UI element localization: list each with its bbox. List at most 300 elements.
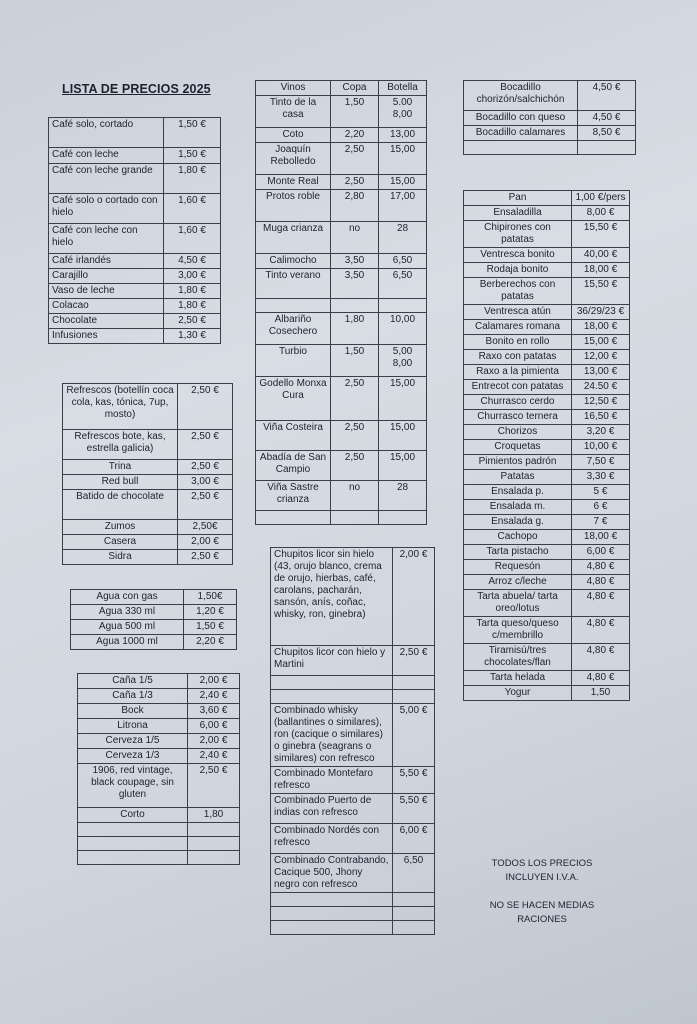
vinos-row	[256, 451, 427, 481]
vinos-copa: 1,50	[331, 96, 379, 128]
vinos-row	[256, 190, 427, 222]
cervezas-row	[78, 764, 240, 808]
refrescos-item-price: 2,50 €	[178, 550, 233, 565]
comidas-item-name: Ensalada m.	[464, 500, 572, 515]
comidas-item-price: 18,00 €	[572, 263, 630, 278]
vinos-botella: 10,00	[379, 313, 427, 345]
comidas-item-name: Bonito en rollo	[464, 335, 572, 350]
empty-cell	[78, 837, 188, 851]
refrescos-row	[63, 460, 233, 475]
licores-item-price: 6,50	[393, 854, 435, 893]
comidas-row	[464, 380, 630, 395]
vinos-name: Abadía de San Campio	[256, 451, 331, 481]
refrescos-row	[63, 384, 233, 430]
cafes-table	[48, 117, 221, 344]
vinos-empty-row	[256, 511, 427, 525]
vinos-copa: 2,80	[331, 190, 379, 222]
aguas-item-name: Agua 1000 ml	[71, 635, 184, 650]
empty-cell	[78, 851, 188, 865]
refrescos-row	[63, 490, 233, 520]
vinos-header-row	[256, 81, 427, 96]
comidas-item-price: 4,80 €	[572, 644, 630, 671]
comidas-item-price: 8,00 €	[572, 206, 630, 221]
comidas-item-price: 36/29/23 €	[572, 305, 630, 320]
vinos-row	[256, 345, 427, 377]
licores-row	[271, 854, 435, 893]
cervezas-item-price: 6,00 €	[188, 719, 240, 734]
refrescos-table	[62, 383, 233, 565]
comidas-item-price: 10,00 €	[572, 440, 630, 455]
cervezas-item-name: Caña 1/5	[78, 674, 188, 689]
comidas-row	[464, 644, 630, 671]
vinos-botella: 17,00	[379, 190, 427, 222]
refrescos-item-name: Casera	[63, 535, 178, 550]
vinos-botella: 13,00	[379, 128, 427, 143]
cafes-item-price: 4,50 €	[164, 254, 221, 269]
licores-item-name: Combinado Nordés con refresco	[271, 824, 393, 854]
aguas-row	[71, 605, 237, 620]
vinos-copa: 1,50	[331, 345, 379, 377]
cafes-row	[49, 314, 221, 329]
comidas-row	[464, 530, 630, 545]
vinos-header-copa: Copa	[331, 81, 379, 96]
comidas-row	[464, 425, 630, 440]
cafes-item-name: Café solo o cortado con hielo	[49, 194, 164, 224]
cafes-item-name: Vaso de leche	[49, 284, 164, 299]
licores-empty-row	[271, 921, 435, 935]
empty-cell	[256, 299, 331, 313]
empty-cell	[393, 921, 435, 935]
comidas-item-name: Tarta helada	[464, 671, 572, 686]
comidas-item-price: 16,50 €	[572, 410, 630, 425]
licores-table	[270, 547, 435, 935]
refrescos-row	[63, 520, 233, 535]
comidas-item-name: Yogur	[464, 686, 572, 701]
comidas-item-name: Entrecot con patatas	[464, 380, 572, 395]
licores-empty-row	[271, 893, 435, 907]
vinos-copa: no	[331, 481, 379, 511]
vinos-row	[256, 143, 427, 175]
vinos-row	[256, 96, 427, 128]
comidas-item-price: 12,00 €	[572, 350, 630, 365]
refrescos-item-price: 2,50 €	[178, 490, 233, 520]
licores-empty-row	[271, 690, 435, 704]
bocadillos-item-price: 4,50 €	[578, 111, 636, 126]
cervezas-row	[78, 689, 240, 704]
vinos-botella: 15,00	[379, 377, 427, 421]
vinos-row	[256, 128, 427, 143]
cafes-item-price: 1,30 €	[164, 329, 221, 344]
vinos-copa: 2,50	[331, 377, 379, 421]
refrescos-item-name: Zumos	[63, 520, 178, 535]
licores-row	[271, 794, 435, 824]
cafes-item-price: 1,50 €	[164, 148, 221, 164]
comidas-row	[464, 221, 630, 248]
vinos-name: Tinto de la casa	[256, 96, 331, 128]
comidas-item-name: Ensaladilla	[464, 206, 572, 221]
cafes-row	[49, 118, 221, 148]
vinos-copa: 2,50	[331, 421, 379, 451]
vinos-name: Protos roble	[256, 190, 331, 222]
comidas-row	[464, 545, 630, 560]
comidas-item-name: Chipirones con patatas	[464, 221, 572, 248]
refrescos-row	[63, 550, 233, 565]
comidas-item-price: 40,00 €	[572, 248, 630, 263]
comidas-row	[464, 320, 630, 335]
licores-item-name: Combinado Puerto de indias con refresco	[271, 794, 393, 824]
refrescos-item-name: Trina	[63, 460, 178, 475]
cafes-item-price: 1,80 €	[164, 284, 221, 299]
vinos-name: Calimocho	[256, 254, 331, 269]
cafes-row	[49, 299, 221, 314]
comidas-item-name: Raxo a la pimienta	[464, 365, 572, 380]
page-title: LISTA DE PRECIOS 2025	[62, 82, 211, 96]
comidas-item-name: Tarta queso/queso c/membrillo	[464, 617, 572, 644]
licores-item-price: 2,00 €	[393, 548, 435, 646]
comidas-item-price: 18,00 €	[572, 530, 630, 545]
cafes-item-name: Colacao	[49, 299, 164, 314]
comidas-row	[464, 335, 630, 350]
vinos-copa: 1,80	[331, 313, 379, 345]
cafes-item-name: Café irlandés	[49, 254, 164, 269]
cervezas-item-name: Corto	[78, 808, 188, 823]
comidas-row	[464, 410, 630, 425]
cervezas-empty-row	[78, 837, 240, 851]
licores-item-price: 5,50 €	[393, 794, 435, 824]
comidas-row	[464, 263, 630, 278]
comidas-item-name: Tarta abuela/ tarta oreo/lotus	[464, 590, 572, 617]
comidas-row	[464, 248, 630, 263]
licores-item-name: Combinado whisky (ballantines o similares), ron (cacique o similares) o ginebra (seagrans o similares) con refresco	[271, 704, 393, 767]
vinos-name: Turbio	[256, 345, 331, 377]
cafes-item-name: Café solo, cortado	[49, 118, 164, 148]
vinos-row	[256, 377, 427, 421]
comidas-item-name: Ensalada p.	[464, 485, 572, 500]
comidas-item-price: 7 €	[572, 515, 630, 530]
comidas-item-name: Calamares romana	[464, 320, 572, 335]
vinos-copa: no	[331, 222, 379, 254]
comidas-row	[464, 560, 630, 575]
comidas-item-price: 4,80 €	[572, 575, 630, 590]
comidas-item-name: Raxo con patatas	[464, 350, 572, 365]
vinos-copa: 2,20	[331, 128, 379, 143]
bocadillos-row	[464, 81, 636, 111]
comidas-row	[464, 350, 630, 365]
vinos-botella: 5.00 8,00	[379, 96, 427, 128]
cafes-item-price: 1,80 €	[164, 164, 221, 194]
cafes-item-price: 2,50 €	[164, 314, 221, 329]
comidas-item-name: Croquetas	[464, 440, 572, 455]
empty-cell	[331, 511, 379, 525]
comidas-row	[464, 575, 630, 590]
cafes-item-name: Café con leche con hielo	[49, 224, 164, 254]
cafes-row	[49, 194, 221, 224]
refrescos-item-name: Batido de chocolate	[63, 490, 178, 520]
vinos-botella: 6,50	[379, 254, 427, 269]
comidas-item-price: 18,00 €	[572, 320, 630, 335]
comidas-item-name: Pimientos padrón	[464, 455, 572, 470]
comidas-item-name: Ensalada g.	[464, 515, 572, 530]
comidas-row	[464, 515, 630, 530]
empty-cell	[393, 893, 435, 907]
vinos-row	[256, 175, 427, 190]
comidas-item-name: Cachopo	[464, 530, 572, 545]
comidas-row	[464, 278, 630, 305]
vinos-row	[256, 254, 427, 269]
licores-item-name: Chupitos licor sin hielo (43, orujo blanco, crema de orujo, hierbas, café, carolans, pacharán, sansón, anís, coñac, whisky, ron, ginebra)	[271, 548, 393, 646]
comidas-item-price: 4,80 €	[572, 560, 630, 575]
empty-cell	[271, 907, 393, 921]
cafes-item-name: Chocolate	[49, 314, 164, 329]
refrescos-item-price: 2,50 €	[178, 430, 233, 460]
refrescos-item-price: 2,50 €	[178, 460, 233, 475]
licores-item-name: Chupitos licor con hielo y Martini	[271, 646, 393, 676]
comidas-item-name: Pan	[464, 191, 572, 206]
bocadillos-item-price: 8,50 €	[578, 126, 636, 141]
vinos-name: Godello Monxa Cura	[256, 377, 331, 421]
vinos-name: Viña Costeira	[256, 421, 331, 451]
empty-cell	[393, 690, 435, 704]
comidas-item-name: Arroz c/leche	[464, 575, 572, 590]
cafes-item-price: 1,60 €	[164, 224, 221, 254]
cervezas-row	[78, 734, 240, 749]
cafes-item-price: 3,00 €	[164, 269, 221, 284]
empty-cell	[331, 299, 379, 313]
cervezas-empty-row	[78, 851, 240, 865]
comidas-item-price: 24.50 €	[572, 380, 630, 395]
vinos-copa: 2,50	[331, 175, 379, 190]
bocadillos-row	[464, 111, 636, 126]
cafes-row	[49, 284, 221, 299]
vinos-name: Joaquín Rebolledo	[256, 143, 331, 175]
licores-empty-row	[271, 676, 435, 690]
refrescos-row	[63, 535, 233, 550]
empty-cell	[78, 823, 188, 837]
empty-cell	[464, 141, 578, 155]
refrescos-item-price: 2,00 €	[178, 535, 233, 550]
comidas-item-price: 3,20 €	[572, 425, 630, 440]
empty-cell	[188, 823, 240, 837]
vinos-botella: 15,00	[379, 143, 427, 175]
comidas-row	[464, 305, 630, 320]
comidas-item-price: 15,00 €	[572, 335, 630, 350]
cafes-item-name: Carajillo	[49, 269, 164, 284]
cervezas-item-price: 2,50 €	[188, 764, 240, 808]
comidas-item-name: Ventresca atún	[464, 305, 572, 320]
comidas-row	[464, 500, 630, 515]
vinos-name: Monte Real	[256, 175, 331, 190]
comidas-row	[464, 191, 630, 206]
aguas-item-price: 1,50 €	[184, 620, 237, 635]
vinos-copa: 2,50	[331, 143, 379, 175]
comidas-item-price: 12,50 €	[572, 395, 630, 410]
medias-note: NO SE HACEN MEDIAS RACIONES	[489, 900, 595, 925]
comidas-item-name: Tiramisú/tres chocolates/flan	[464, 644, 572, 671]
cervezas-item-name: Cerveza 1/5	[78, 734, 188, 749]
aguas-item-name: Agua 500 ml	[71, 620, 184, 635]
comidas-row	[464, 206, 630, 221]
empty-cell	[188, 851, 240, 865]
empty-cell	[271, 676, 393, 690]
comidas-row	[464, 440, 630, 455]
cafes-item-name: Café con leche grande	[49, 164, 164, 194]
comidas-item-price: 4,80 €	[572, 671, 630, 686]
comidas-row	[464, 395, 630, 410]
cervezas-item-price: 2,40 €	[188, 689, 240, 704]
empty-cell	[379, 299, 427, 313]
vinos-name: Coto	[256, 128, 331, 143]
vinos-copa: 3,50	[331, 254, 379, 269]
comidas-row	[464, 455, 630, 470]
comidas-item-price: 1,00 €/pers	[572, 191, 630, 206]
licores-row	[271, 704, 435, 767]
comidas-item-name: Requesón	[464, 560, 572, 575]
comidas-item-name: Churrasco ternera	[464, 410, 572, 425]
aguas-item-price: 2,20 €	[184, 635, 237, 650]
licores-row	[271, 767, 435, 794]
vinos-name: Muga crianza	[256, 222, 331, 254]
comidas-row	[464, 485, 630, 500]
bocadillos-row	[464, 126, 636, 141]
vinos-name: Tinto verano	[256, 269, 331, 299]
cervezas-item-price: 1,80	[188, 808, 240, 823]
bocadillos-empty-row	[464, 141, 636, 155]
empty-cell	[393, 676, 435, 690]
cafes-row	[49, 224, 221, 254]
refrescos-item-name: Red bull	[63, 475, 178, 490]
licores-row	[271, 646, 435, 676]
bocadillos-item-name: Bocadillo con queso	[464, 111, 578, 126]
licores-item-price: 5,00 €	[393, 704, 435, 767]
refrescos-row	[63, 430, 233, 460]
vinos-table	[255, 80, 427, 525]
vinos-botella: 15,00	[379, 421, 427, 451]
aguas-table	[70, 589, 237, 650]
empty-cell	[578, 141, 636, 155]
comidas-item-name: Rodaja bonito	[464, 263, 572, 278]
cervezas-item-name: Litrona	[78, 719, 188, 734]
vinos-botella: 6,50	[379, 269, 427, 299]
cafes-item-price: 1,80 €	[164, 299, 221, 314]
cervezas-item-name: 1906, red vintage, black coupage, sin gluten	[78, 764, 188, 808]
vinos-copa: 2,50	[331, 451, 379, 481]
bocadillos-item-name: Bocadillo chorizón/salchichón	[464, 81, 578, 111]
cervezas-row	[78, 674, 240, 689]
cafes-row	[49, 148, 221, 164]
comidas-row	[464, 365, 630, 380]
refrescos-item-name: Refrescos bote, kas, estrella galicia)	[63, 430, 178, 460]
cervezas-row	[78, 808, 240, 823]
comidas-item-price: 6 €	[572, 500, 630, 515]
comidas-row	[464, 671, 630, 686]
refrescos-item-price: 2,50 €	[178, 384, 233, 430]
comidas-item-name: Chorizos	[464, 425, 572, 440]
vinos-row	[256, 481, 427, 511]
cervezas-row	[78, 749, 240, 764]
comidas-item-price: 7,50 €	[572, 455, 630, 470]
licores-row	[271, 548, 435, 646]
licores-item-name: Combinado Montefaro refresco	[271, 767, 393, 794]
vinos-row	[256, 421, 427, 451]
empty-cell	[188, 837, 240, 851]
cafes-item-name: Café con leche	[49, 148, 164, 164]
cervezas-table	[77, 673, 240, 865]
cafes-item-name: Infusiones	[49, 329, 164, 344]
refrescos-item-name: Sidra	[63, 550, 178, 565]
cafes-row	[49, 269, 221, 284]
cervezas-item-name: Caña 1/3	[78, 689, 188, 704]
cervezas-item-price: 2,00 €	[188, 674, 240, 689]
aguas-item-price: 1,50€	[184, 590, 237, 605]
comidas-item-price: 4,80 €	[572, 617, 630, 644]
comidas-item-price: 6,00 €	[572, 545, 630, 560]
comidas-item-name: Ventresca bonito	[464, 248, 572, 263]
cafes-row	[49, 254, 221, 269]
refrescos-item-price: 2,50€	[178, 520, 233, 535]
cervezas-item-name: Cerveza 1/3	[78, 749, 188, 764]
vinos-name: Albariño Cosechero	[256, 313, 331, 345]
bocadillos-item-name: Bocadillo calamares	[464, 126, 578, 141]
licores-item-price: 2,50 €	[393, 646, 435, 676]
aguas-row	[71, 635, 237, 650]
empty-cell	[256, 511, 331, 525]
refrescos-item-name: Refrescos (botellín coca cola, kas, tónica, 7up, mosto)	[63, 384, 178, 430]
empty-cell	[271, 690, 393, 704]
empty-cell	[271, 893, 393, 907]
iva-note: TODOS LOS PRECIOS INCLUYEN I.V.A.	[491, 858, 593, 883]
licores-empty-row	[271, 907, 435, 921]
vinos-botella: 28	[379, 481, 427, 511]
cafes-item-price: 1,50 €	[164, 118, 221, 148]
aguas-row	[71, 590, 237, 605]
aguas-item-name: Agua 330 ml	[71, 605, 184, 620]
vinos-copa: 3,50	[331, 269, 379, 299]
empty-cell	[393, 907, 435, 921]
cervezas-item-price: 3,60 €	[188, 704, 240, 719]
comidas-row	[464, 686, 630, 701]
vinos-name: Viña Sastre crianza	[256, 481, 331, 511]
cervezas-row	[78, 704, 240, 719]
vinos-header-botella: Botella	[379, 81, 427, 96]
cervezas-item-price: 2,00 €	[188, 734, 240, 749]
refrescos-row	[63, 475, 233, 490]
comidas-row	[464, 590, 630, 617]
comidas-row	[464, 617, 630, 644]
cervezas-item-price: 2,40 €	[188, 749, 240, 764]
cervezas-item-name: Bock	[78, 704, 188, 719]
vinos-empty-row	[256, 299, 427, 313]
aguas-item-name: Agua con gas	[71, 590, 184, 605]
comidas-item-name: Tarta pistacho	[464, 545, 572, 560]
licores-item-price: 5,50 €	[393, 767, 435, 794]
comidas-item-price: 15,50 €	[572, 278, 630, 305]
vinos-botella: 5,00 8,00	[379, 345, 427, 377]
vinos-botella: 15,00	[379, 175, 427, 190]
cervezas-row	[78, 719, 240, 734]
refrescos-item-price: 3,00 €	[178, 475, 233, 490]
comidas-item-name: Churrasco cerdo	[464, 395, 572, 410]
vinos-row	[256, 222, 427, 254]
vinos-row	[256, 313, 427, 345]
bocadillos-table	[463, 80, 636, 155]
comidas-row	[464, 470, 630, 485]
licores-item-name: Combinado Contrabando, Cacique 500, Jhony negro con refresco	[271, 854, 393, 893]
comidas-table	[463, 190, 630, 701]
cafes-row	[49, 164, 221, 194]
comidas-item-name: Patatas	[464, 470, 572, 485]
aguas-row	[71, 620, 237, 635]
bocadillos-item-price: 4,50 €	[578, 81, 636, 111]
